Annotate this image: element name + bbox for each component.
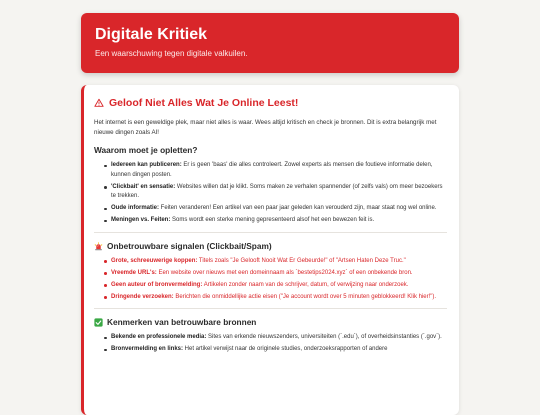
card-title: Geloof Niet Alles Wat Je Online Leest!	[109, 97, 299, 109]
list-item-text: Feiten veranderen! Een artikel van een paar jaar geleden kan verouderd zijn, maar staat nog wel online.	[159, 205, 437, 211]
list-item-term: Grote, schreeuwerige koppen:	[111, 257, 198, 264]
check-icon	[94, 318, 103, 327]
list-item-term: Oude informatie:	[111, 205, 160, 211]
list-item-text: Het artikel verwijst naar de originele studies, onderzoeksrapporten of andere	[183, 346, 388, 352]
page-subtitle: Een waarschuwing tegen digitale valkuilen.	[95, 49, 248, 58]
warning-card	[81, 85, 459, 415]
list-item-text: Artikelen zonder naam van de schrijver, datum, of verwijzing naar onderzoek.	[202, 281, 409, 288]
divider	[94, 232, 447, 233]
list-item-text: Een website over nieuws met een domeinnaam als `bestetips2024.xyz` of een onbekende bron.	[156, 269, 413, 276]
siren-icon	[94, 242, 103, 251]
list-item-text: Websites willen dat je klikt. Soms maken ze verhalen spannender (of zelfs vals) om meer bezoekers te trekken.	[111, 183, 443, 199]
list-item-term: Meningen vs. Feiten:	[111, 217, 171, 223]
section-title-reliable	[94, 317, 447, 328]
list-item	[104, 183, 447, 202]
list-item	[104, 257, 447, 267]
list-item-term: 'Clickbait' en sensatie:	[111, 183, 176, 190]
list-item-term: Dringende verzoeken:	[111, 293, 174, 300]
list-item-text: Sites van erkende nieuwszenders, universiteiten (`.edu`), of overheidsinstanties (`.gov`).	[206, 334, 442, 340]
list-item	[104, 293, 447, 303]
list-item	[104, 345, 447, 355]
warning-icon	[94, 98, 104, 108]
list-item-text: Berichten die onmiddellijke actie eisen ("Je account wordt over 5 minuten geblokkeerd! Klik hier!").	[173, 293, 437, 300]
list-item	[104, 216, 447, 226]
section-title-text: Waarom moet je opletten?	[94, 145, 198, 155]
list-item-text: Er is geen 'baas' die alles controleert. Zowel experts als mensen die foutieve informatie delen, kunnen dingen posten.	[111, 162, 433, 178]
section-title-why	[94, 145, 447, 156]
list-item-term: Vreemde URL's:	[111, 269, 157, 276]
list-item-term: Bronvermelding en links:	[111, 346, 184, 352]
section-title-text: Kenmerken van betrouwbare bronnen	[107, 317, 257, 327]
divider	[94, 308, 447, 309]
list-item-term: Bekende en professionele media:	[111, 334, 207, 340]
why-list	[94, 161, 447, 226]
list-item-text: Soms wordt een sterke mening gepresenteerd alsof het een bewezen feit is.	[170, 217, 375, 223]
list-item	[104, 333, 447, 343]
list-item	[104, 161, 447, 180]
page-title: Digitale Kritiek	[95, 26, 208, 43]
section-title-text: Onbetrouwbare signalen (Clickbait/Spam)	[107, 240, 272, 251]
list-item-text: Titels zoals "Je Gelooft Nooit Wat Er Gebeurde!" of "Artsen Haten Deze Truc."	[197, 257, 406, 264]
page-header	[81, 13, 459, 73]
signals-list	[94, 257, 447, 303]
card-title-row	[94, 96, 447, 110]
list-item	[104, 269, 447, 279]
list-item	[104, 281, 447, 291]
list-item	[104, 204, 447, 214]
section-title-signals	[94, 241, 447, 252]
list-item-term: Geen auteur of bronvermelding:	[111, 281, 203, 288]
list-item-term: Iedereen kan publiceren:	[111, 162, 182, 168]
intro-text: Het internet is een geweldige plek, maar niet alles is waar. Wees altijd kritisch en check je bronnen. Dit is extra belangrijk met nieuwe dingen zoals AI!	[94, 119, 437, 136]
reliable-list	[94, 333, 447, 355]
